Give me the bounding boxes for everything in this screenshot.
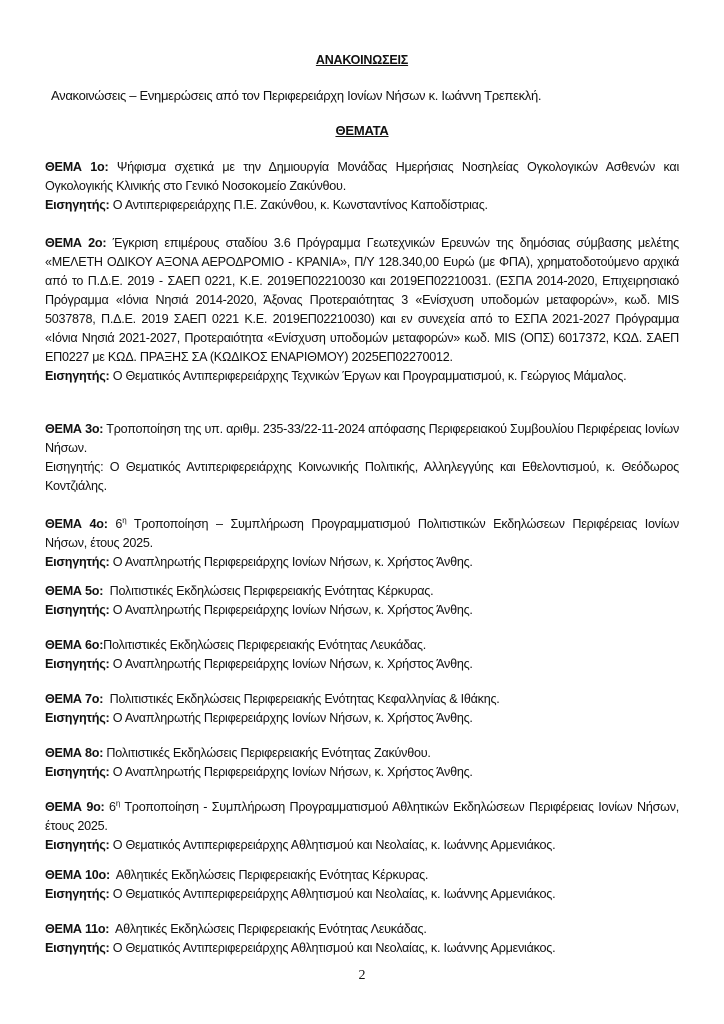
rapporteur-label: Εισηγητής:	[45, 460, 104, 474]
topic-rapporteur	[45, 553, 679, 572]
topic-text: Πολιτιστικές Εκδηλώσεις Περιφερειακής Ενότητας Λευκάδας.	[103, 638, 426, 652]
topic-item	[45, 234, 679, 386]
topic-text: Αθλητικές Εκδηλώσεις Περιφερειακής Ενότητας Λευκάδας.	[109, 922, 427, 936]
announcements-heading: ΑΝΑΚΟΙΝΩΣΕΙΣ	[315, 53, 409, 67]
topic-item	[45, 744, 679, 782]
rapporteur-label: Εισηγητής:	[45, 711, 110, 725]
topic-ordinal-suffix: η	[122, 515, 127, 525]
rapporteur-name: Ο Θεματικός Αντιπεριφερειάρχης Κοινωνικής Πολιτικής, Αλληλεγγύης και Εθελοντισμού, κ. Θεόδωρος Κοντζιάλης.	[45, 460, 679, 493]
topic-title	[45, 798, 679, 836]
topic-ordinal: 6	[115, 517, 123, 531]
topic-item	[45, 515, 679, 572]
topic-text: Έγκριση επιμέρους σταδίου 3.6 Πρόγραμμα Γεωτεχνικών Ερευνών της δημόσιας σύμβασης μελέτης «ΜΕΛΕΤΗ ΟΔΙΚΟΥ ΑΞΟΝΑ ΑΕΡΟΔΡΟΜΙΟ - ΚΡΑΝΙΑ», Π/Υ 128.340,00 Ευρώ (με ΦΠΑ), χρηματοδοτούμενο αρχικά από το Π.Δ.Ε. 2019 - ΣΑΕΠ 0221, Κ.Ε. 2019ΕΠ02210030 και 2019ΕΠ02210031. (ΕΣΠΑ 2014-2020, Επιχειρησιακό Πρόγραμμα «Ιόνια Νησιά 2014-2020, Άξονας Προτεραιότητας 3 «Ενίσχυση υποδομών μεταφορών», κωδ. MIS 5037878, Π.Δ.Ε. 2019 ΣΑΕΠ 0221 Κ.Ε. 2019ΕΠ02210030) και εν συνεχεία από το ΕΣΠΑ 2021-2027 Πρόγραμμα «Ιόνια Νησιά 2021-2027, Προτεραιότητα «Ενίσχυση υποδομών μεταφορών» κωδ. MIS (ΟΠΣ) 6017372, ΚΩΔ. ΣΑΕΠ ΕΠ0227 με ΚΩΔ. ΠΡΑΞΗΣ ΣΑ (ΚΩΔΙΚΟΣ ΕΝΑΡΙΘΜΟΥ) 2025ΕΠ02270012.	[45, 236, 679, 364]
topic-title	[45, 690, 679, 709]
topic-rapporteur	[45, 458, 679, 496]
rapporteur-label: Εισηγητής:	[45, 603, 110, 617]
topic-label: ΘΕΜΑ 8ο:	[45, 746, 104, 760]
topic-title	[45, 636, 679, 655]
topic-rapporteur	[45, 655, 679, 674]
topic-text: Τροποποίηση - Συμπλήρωση Προγραμματισμού Αθλητικών Εκδηλώσεων Περιφέρειας Ιονίων Νήσων, έτους 2025.	[45, 800, 679, 833]
rapporteur-name: Ο Θεματικός Αντιπεριφερειάρχης Τεχνικών Έργων και Προγραμματισμού, κ. Γεώργιος Μάμαλος.	[109, 369, 627, 383]
topic-text: Αθλητικές Εκδηλώσεις Περιφερειακής Ενότητας Κέρκυρας.	[109, 868, 429, 882]
rapporteur-name: Ο Αντιπεριφερειάρχης Π.Ε. Ζακύνθου, κ. Κωνσταντίνος Καποδίστριας.	[109, 198, 488, 212]
topic-rapporteur	[45, 709, 679, 728]
rapporteur-name: Ο Αναπληρωτής Περιφερειάρχης Ιονίων Νήσων, κ. Χρήστος Άνθης.	[109, 555, 473, 569]
topic-label: ΘΕΜΑ 10ο:	[45, 868, 110, 882]
topic-text: Τροποποίηση της υπ. αριθμ. 235-33/22-11-2024 απόφασης Περιφερειακού Συμβουλίου Περιφέρειας Ιονίων Νήσων.	[45, 422, 680, 455]
rapporteur-label: Εισηγητής:	[45, 941, 110, 955]
topic-title	[45, 515, 679, 553]
rapporteur-name: Ο Θεματικός Αντιπεριφερειάρχης Αθλητισμού και Νεολαίας, κ. Ιωάννης Αρμενιάκος.	[109, 941, 556, 955]
topic-item	[45, 866, 679, 904]
topic-item	[45, 636, 679, 674]
rapporteur-label: Εισηγητής:	[45, 369, 110, 383]
topic-ordinal: 6	[109, 800, 116, 814]
rapporteur-name: Ο Αναπληρωτής Περιφερειάρχης Ιονίων Νήσων, κ. Χρήστος Άνθης.	[109, 711, 473, 725]
topic-rapporteur	[45, 196, 679, 215]
topic-text: Ψήφισμα σχετικά με την Δημιουργία Μονάδας Ημερήσιας Νοσηλείας Ογκολογικών Ασθενών και Ογκολογικής Κλινικής στο Γενικό Νοσοκομείο Ζακύνθου.	[45, 160, 680, 193]
rapporteur-label: Εισηγητής:	[45, 555, 110, 569]
topic-label: ΘΕΜΑ 9ο:	[45, 800, 105, 814]
topic-label: ΘΕΜΑ 6ο:	[45, 638, 104, 652]
topic-label: ΘΕΜΑ 2ο:	[45, 236, 107, 250]
topic-rapporteur	[45, 601, 679, 620]
topic-rapporteur	[45, 763, 679, 782]
topic-label: ΘΕΜΑ 1ο:	[45, 160, 109, 174]
rapporteur-name: Ο Θεματικός Αντιπεριφερειάρχης Αθλητισμού και Νεολαίας, κ. Ιωάννης Αρμενιάκος.	[109, 838, 556, 852]
topic-item	[45, 420, 679, 496]
topic-text: Πολιτιστικές Εκδηλώσεις Περιφερειακής Ενότητας Ζακύνθου.	[103, 746, 431, 760]
rapporteur-name: Ο Θεματικός Αντιπεριφερειάρχης Αθλητισμού και Νεολαίας, κ. Ιωάννης Αρμενιάκος.	[109, 887, 556, 901]
rapporteur-label: Εισηγητής:	[45, 838, 110, 852]
topic-title	[45, 158, 679, 196]
rapporteur-label: Εισηγητής:	[45, 198, 110, 212]
topics-heading: ΘΕΜΑΤΑ	[335, 123, 389, 138]
announcements-text: Ανακοινώσεις – Ενημερώσεις από τον Περιφερειάρχη Ιονίων Νήσων κ. Ιωάννη Τρεπεκλή.	[51, 88, 542, 103]
topic-title	[45, 866, 679, 885]
topic-text: Τροποποίηση – Συμπλήρωση Προγραμματισμού Πολιτιστικών Εκδηλώσεων Περιφέρειας Ιονίων Νήσων, έτους 2025.	[45, 517, 680, 550]
topic-title	[45, 582, 679, 601]
rapporteur-name: Ο Αναπληρωτής Περιφερειάρχης Ιονίων Νήσων, κ. Χρήστος Άνθης.	[109, 657, 473, 671]
rapporteur-name: Ο Αναπληρωτής Περιφερειάρχης Ιονίων Νήσων, κ. Χρήστος Άνθης.	[109, 603, 473, 617]
topic-item	[45, 582, 679, 620]
topic-item	[45, 798, 679, 855]
topic-title	[45, 234, 679, 367]
topic-item	[45, 158, 679, 215]
topic-ordinal-suffix: η	[115, 798, 121, 808]
topic-rapporteur	[45, 939, 679, 958]
topic-label: ΘΕΜΑ 3ο:	[45, 422, 104, 436]
rapporteur-label: Εισηγητής:	[45, 657, 110, 671]
topic-rapporteur	[45, 836, 679, 855]
topic-text: Πολιτιστικές Εκδηλώσεις Περιφερειακής Ενότητας Κέρκυρας.	[103, 584, 434, 598]
topic-rapporteur	[45, 367, 679, 386]
topic-text: Πολιτιστικές Εκδηλώσεις Περιφερειακής Ενότητας Κεφαλληνίας & Ιθάκης.	[103, 692, 500, 706]
topic-title	[45, 420, 679, 458]
topic-title	[45, 744, 679, 763]
topic-title	[45, 920, 679, 939]
topic-label: ΘΕΜΑ 5ο:	[45, 584, 104, 598]
page-number: 2	[358, 968, 366, 983]
topic-rapporteur	[45, 885, 679, 904]
topic-label: ΘΕΜΑ 11ο:	[45, 922, 110, 936]
rapporteur-label: Εισηγητής:	[45, 765, 110, 779]
topic-label: ΘΕΜΑ 7ο:	[45, 692, 104, 706]
rapporteur-label: Εισηγητής:	[45, 887, 110, 901]
topic-item	[45, 920, 679, 958]
rapporteur-name: Ο Αναπληρωτής Περιφερειάρχης Ιονίων Νήσων, κ. Χρήστος Άνθης.	[109, 765, 473, 779]
topic-item	[45, 690, 679, 728]
topic-label: ΘΕΜΑ 4ο:	[45, 517, 108, 531]
